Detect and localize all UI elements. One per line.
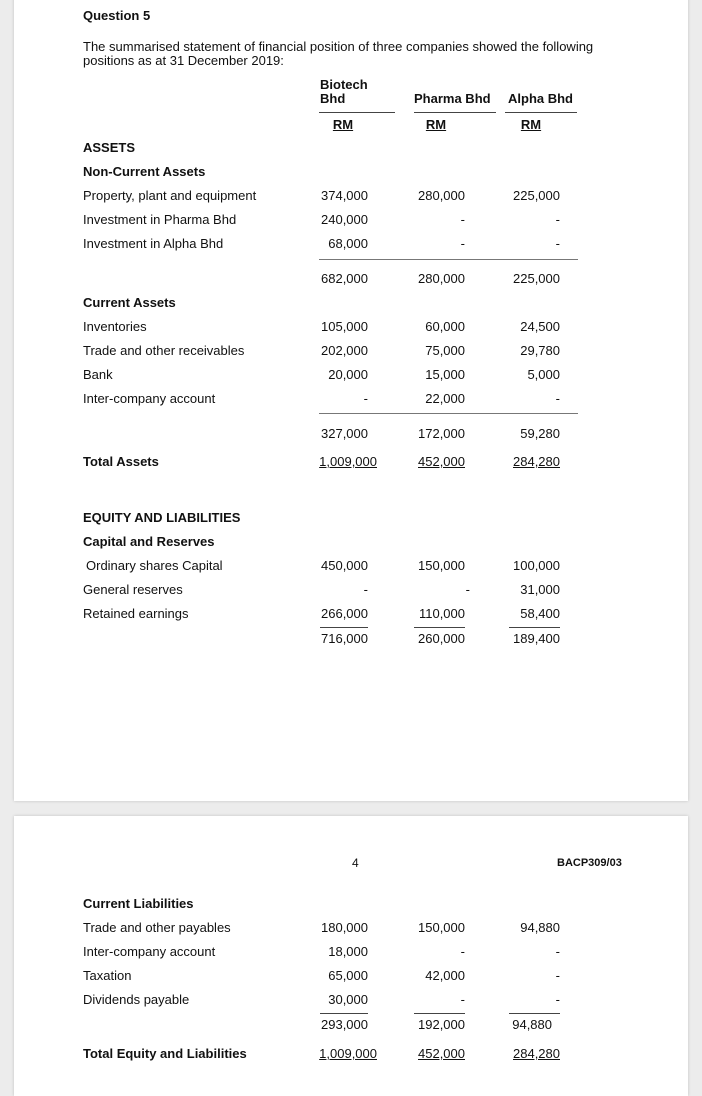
total-equity-liabilities-alpha: 284,280 bbox=[513, 1046, 560, 1061]
subtotal-rule bbox=[414, 627, 465, 628]
alpha-value: 58,400 bbox=[520, 606, 560, 621]
equity-liabilities-heading: EQUITY AND LIABILITIES bbox=[83, 510, 241, 525]
row-label: Property, plant and equipment bbox=[83, 188, 257, 203]
pharma-value: 75,000 bbox=[425, 343, 465, 358]
alpha-value: - bbox=[555, 236, 560, 251]
capital-total-alpha: 189,400 bbox=[513, 631, 560, 646]
capital-reserves-heading: Capital and Reserves bbox=[83, 534, 215, 549]
row-label: General reserves bbox=[83, 582, 183, 597]
biotech-value: 30,000 bbox=[328, 992, 368, 1007]
current-total-alpha: 59,280 bbox=[520, 426, 560, 441]
biotech-value: 65,000 bbox=[328, 968, 368, 983]
non-current-total-alpha: 225,000 bbox=[513, 271, 560, 286]
question-title: Question 5 bbox=[83, 8, 151, 23]
alpha-value: 225,000 bbox=[513, 188, 560, 203]
currency-pharma: RM bbox=[425, 117, 447, 132]
course-code: BACP309/03 bbox=[557, 857, 622, 869]
alpha-value: 5,000 bbox=[527, 367, 560, 382]
biotech-value: 266,000 bbox=[321, 606, 368, 621]
pharma-value: 60,000 bbox=[425, 319, 465, 334]
pharma-value: 150,000 bbox=[418, 558, 465, 573]
pharma-value: 110,000 bbox=[418, 606, 465, 621]
current-total-pharma: 172,000 bbox=[418, 426, 465, 441]
subtotal-rule bbox=[320, 1013, 368, 1014]
non-current-assets-heading: Non-Current Assets bbox=[83, 164, 206, 179]
non-current-total-pharma: 280,000 bbox=[418, 271, 465, 286]
total-assets-label: Total Assets bbox=[83, 454, 159, 469]
subtotal-rule bbox=[509, 1013, 560, 1014]
subtotal-rule bbox=[414, 1013, 465, 1014]
pharma-value: 22,000 bbox=[425, 391, 465, 406]
pharma-value: - bbox=[460, 944, 465, 959]
subtotal-rule bbox=[509, 627, 560, 628]
biotech-value: 68,000 bbox=[328, 236, 368, 251]
alpha-value: - bbox=[555, 212, 560, 227]
liability-total-biotech: 293,000 bbox=[321, 1017, 368, 1032]
header-rule-biotech bbox=[319, 112, 395, 113]
intro-line-2: positions as at 31 December 2019: bbox=[83, 53, 284, 68]
non-current-total-biotech: 682,000 bbox=[321, 271, 368, 286]
row-label: Trade and other receivables bbox=[83, 343, 245, 358]
biotech-value: 20,000 bbox=[328, 367, 368, 382]
pharma-value: - bbox=[460, 992, 465, 1007]
subtotal-rule bbox=[319, 413, 578, 414]
pharma-value: - bbox=[460, 236, 465, 251]
row-label: Ordinary shares Capital bbox=[86, 558, 223, 573]
row-label: Investment in Pharma Bhd bbox=[83, 212, 237, 227]
alpha-value: - bbox=[555, 968, 560, 983]
row-label: Inventories bbox=[83, 319, 147, 334]
biotech-value: 240,000 bbox=[321, 212, 368, 227]
intro-line-1: The summarised statement of financial position of three companies showed the following bbox=[83, 39, 594, 54]
row-label: Investment in Alpha Bhd bbox=[83, 236, 224, 251]
header-rule-alpha bbox=[505, 112, 577, 113]
biotech-value: 18,000 bbox=[328, 944, 368, 959]
total-assets-alpha: 284,280 bbox=[513, 454, 560, 469]
liability-total-alpha: 94,880 bbox=[512, 1017, 552, 1032]
currency-biotech: RM bbox=[332, 117, 354, 132]
row-label: Dividends payable bbox=[83, 992, 190, 1007]
row-label: Trade and other payables bbox=[83, 920, 231, 935]
biotech-value: 180,000 bbox=[321, 920, 368, 935]
alpha-value: 31,000 bbox=[520, 582, 560, 597]
biotech-value: 374,000 bbox=[321, 188, 368, 203]
biotech-value: - bbox=[363, 582, 368, 597]
assets-heading: ASSETS bbox=[83, 140, 136, 155]
alpha-value: 94,880 bbox=[520, 920, 560, 935]
capital-total-biotech: 716,000 bbox=[321, 631, 368, 646]
biotech-value: - bbox=[363, 391, 368, 406]
total-assets-pharma: 452,000 bbox=[418, 454, 465, 469]
capital-total-pharma: 260,000 bbox=[418, 631, 465, 646]
pharma-value: 150,000 bbox=[418, 920, 465, 935]
subtotal-rule bbox=[319, 259, 578, 260]
alpha-value: 29,780 bbox=[520, 343, 560, 358]
total-assets-biotech: 1,009,000 bbox=[319, 454, 377, 469]
pharma-value: - bbox=[465, 582, 470, 597]
biotech-value: 202,000 bbox=[321, 343, 368, 358]
alpha-value: - bbox=[555, 992, 560, 1007]
subtotal-rule bbox=[320, 627, 368, 628]
current-liabilities-heading: Current Liabilities bbox=[83, 896, 194, 911]
total-equity-liabilities-biotech: 1,009,000 bbox=[319, 1046, 377, 1061]
alpha-value: 100,000 bbox=[513, 558, 560, 573]
row-label: Inter-company account bbox=[83, 391, 216, 406]
header-rule-pharma bbox=[414, 112, 496, 113]
biotech-value: 105,000 bbox=[321, 319, 368, 334]
alpha-value: - bbox=[555, 391, 560, 406]
total-equity-liabilities-pharma: 452,000 bbox=[418, 1046, 465, 1061]
pharma-value: 15,000 bbox=[425, 367, 465, 382]
pharma-value: 42,000 bbox=[425, 968, 465, 983]
row-label: Bank bbox=[83, 367, 113, 382]
pharma-value: 280,000 bbox=[418, 188, 465, 203]
liability-total-pharma: 192,000 bbox=[418, 1017, 465, 1032]
biotech-value: 450,000 bbox=[321, 558, 368, 573]
current-assets-heading: Current Assets bbox=[83, 295, 176, 310]
alpha-value: 24,500 bbox=[520, 319, 560, 334]
current-total-biotech: 327,000 bbox=[321, 426, 368, 441]
column-header-biotech-line2: Bhd bbox=[320, 91, 346, 106]
column-header-biotech-line1: Biotech bbox=[320, 77, 368, 92]
total-equity-liabilities-label: Total Equity and Liabilities bbox=[83, 1046, 247, 1061]
currency-alpha: RM bbox=[520, 117, 542, 132]
column-header-alpha: Alpha Bhd bbox=[508, 91, 573, 106]
row-label: Retained earnings bbox=[83, 606, 189, 621]
page-number: 4 bbox=[352, 856, 359, 870]
row-label: Taxation bbox=[83, 968, 132, 983]
column-header-pharma: Pharma Bhd bbox=[414, 91, 491, 106]
row-label: Inter-company account bbox=[83, 944, 216, 959]
pharma-value: - bbox=[460, 212, 465, 227]
alpha-value: - bbox=[555, 944, 560, 959]
